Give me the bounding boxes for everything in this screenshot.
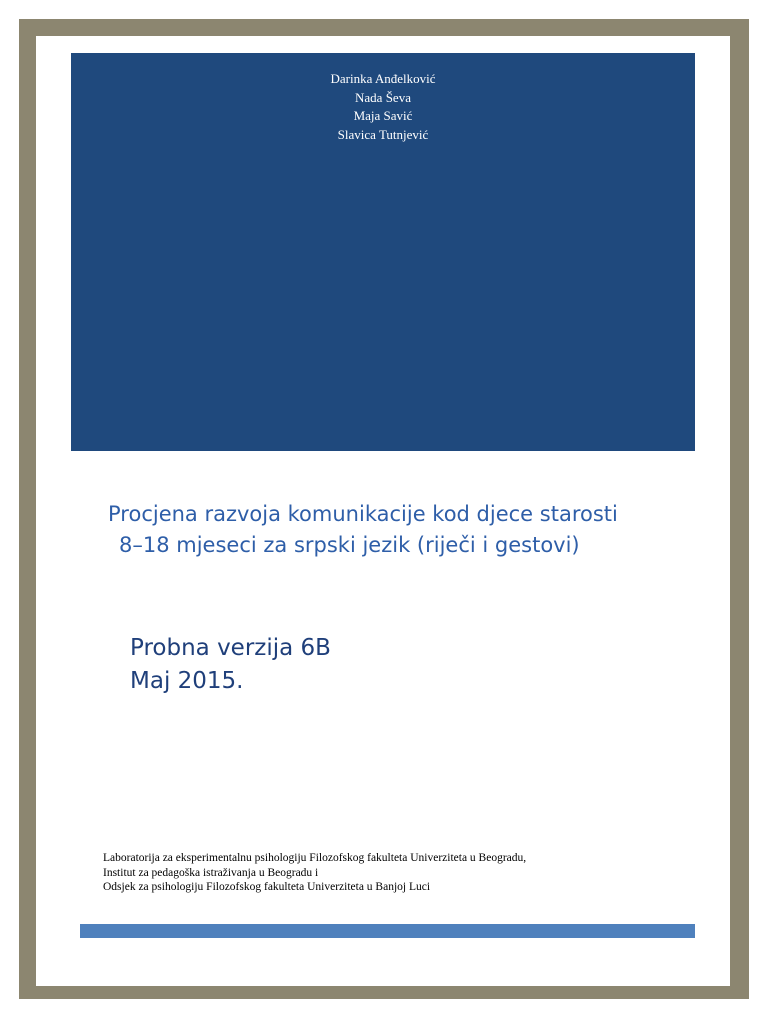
institution-line: Laboratorija za eksperimentalnu psihologiju Filozofskog fakulteta Univerziteta u Beogradu, (103, 852, 527, 864)
title-line-2: 8–18 mjeseci za srpski jezik (riječi i gestovi) (119, 533, 580, 557)
institution-line: Odsjek za psihologiju Filozofskog fakulteta Univerziteta u Banjoj Luci (103, 881, 431, 893)
author-name: Darinka Anđelković (330, 71, 436, 86)
author-name: Slavica Tutnjević (337, 126, 429, 142)
institution-list (103, 851, 526, 895)
author-name: Maja Savić (353, 108, 413, 123)
cover-banner (71, 53, 695, 451)
footer-accent-bar (80, 924, 695, 938)
institution-line: Institut za pedagoška istraživanja u Beogradu i (103, 866, 319, 879)
document-page (36, 36, 730, 986)
document-title (108, 499, 730, 561)
version-label: Probna verzija 6B (130, 635, 331, 661)
author-list (71, 70, 695, 144)
version-date: Maj 2015. (130, 668, 244, 694)
author-name: Nada Ševa (355, 89, 411, 105)
title-line-1: Procjena razvoja komunikacije kod djece starosti (108, 502, 618, 526)
version-block (130, 632, 331, 698)
